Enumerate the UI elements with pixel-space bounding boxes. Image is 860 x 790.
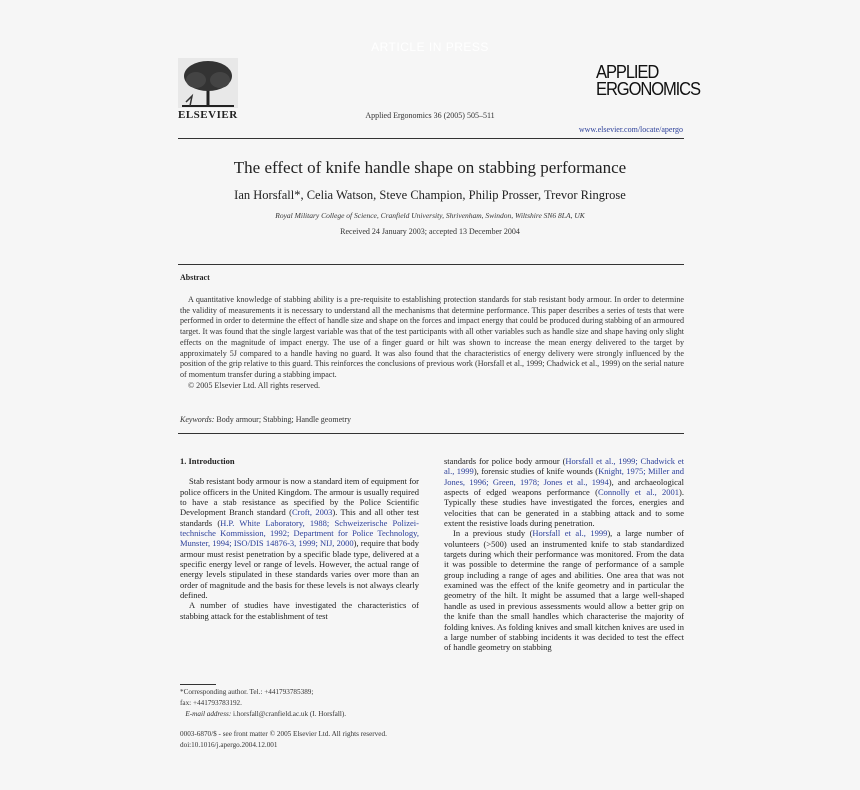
footnote-line-2: fax: +441793783192.: [180, 699, 242, 707]
text-run: ), and archaeological aspects of edged weapons performance (: [444, 476, 684, 498]
abstract-text: A quantitative knowledge of stabbing ability is a pre-requisite to establishing protection standards for stab resistant body armour. In order to determine the validity of measurements it is necessary to understand all the mechanisms that determine performance. This paper describes a series of tests that were performed in order to determine the effect of handle size and shape on the forces and impact energy that could be produced during stabbing of an armoured target. It was found that the single largest variable was that of the test participants with all other variables such as handle size and shape having only slight effects on the magnitude of impact energy. The use of a finger guard or hilt was shown to increase the mean energy delivered to the target by approximately 5J compared to a handle having no guard. It was also found that the characteristics of energy delivery were strongly influenced by the position of the grip relative to this guard. This reinforces the conclusions of previous work (Horsfall et al., 1999; Chadwick et al., 1999) on the serial nature of momentum transfer during a stabbing impact.: [180, 295, 684, 379]
journal-logo: [596, 62, 700, 99]
abstract-top-divider: [178, 264, 684, 265]
footnote-divider: [180, 684, 216, 685]
keywords-value: Body armour; Stabbing; Handle geometry: [216, 415, 352, 424]
author-affiliation: Royal Military College of Science, Cranfield University, Shrivenham, Swindon, Wiltshire SN6 8LA, UK: [275, 211, 585, 220]
received-dates: Received 24 January 2003; accepted 13 December 2004: [340, 227, 520, 236]
spacer: [180, 466, 419, 476]
journal-logo-line1: APPLIED: [596, 62, 659, 82]
text-run: Stab resistant body armour is now a standard item of equipment for police officers in the United Kingdom. The armour is usually required to have a stab resistance as specified by the Police Scientific Development Branch standard (: [180, 476, 419, 518]
corresponding-author-footnote: [180, 687, 420, 720]
doi-line[interactable]: doi:10.1016/j.apergo.2004.12.001: [180, 741, 278, 749]
citation-link[interactable]: H.P. White Laboratory, 1988; Schweizerische Polizei-technische Kommission, 1992; Department for Police Technology, Munster, 1994; ISO/DIS 14876-3, 1999; NIJ, 2000: [180, 517, 419, 549]
header-divider: [178, 138, 684, 139]
intro-paragraph-3: [444, 528, 684, 652]
left-column: [180, 456, 419, 621]
text-run: ), a large number of volunteers (>500) used an instrumented knife to stab standardized targets during which their performance was monitored. From the data it was possible to determine the range of performance of a sample group including a range of ages and abilities. One area that was not examined was the effect of the knife geometry and in particular the geometry of the hilt. It might be assumed that a large well-shaped handle as used in previous assessments would allow a better grip on the knife than the small handles which characterise the majority of folding knives. As folding knives and small kitchen knives are used in a large number of stabbing incidents it was decided to test the effect of handle geometry on stabbing: [444, 528, 684, 653]
text-run: ). Typically these studies have investigated the forces, energies and velocities that can be generated in a stabbing attack and to some extent the resistive loads during penetration.: [444, 487, 684, 529]
issn-line: 0003-6870/$ - see front matter © 2005 Elsevier Ltd. All rights reserved.: [180, 730, 387, 738]
right-column: [444, 456, 684, 653]
text-run: ). This and all other test standards (: [180, 507, 419, 528]
publisher-name: ELSEVIER: [178, 109, 238, 121]
text-run: standards for police body armour (: [444, 456, 566, 466]
abstract-body: [180, 295, 684, 391]
text-run: In a previous study (: [453, 528, 533, 539]
intro-paragraph-1: [180, 476, 419, 600]
abstract-heading: Abstract: [180, 273, 210, 282]
journal-citation: Applied Ergonomics 36 (2005) 505–511: [365, 111, 495, 120]
front-matter-info: [180, 729, 440, 751]
email-label: E-mail address:: [185, 710, 232, 718]
article-in-press-watermark: ARTICLE IN PRESS: [371, 40, 489, 54]
intro-paragraph-2: A number of studies have investigated the characteristics of stabbing attack for the establishment of test: [180, 600, 419, 621]
intro-paragraph-2-continued: [444, 456, 684, 528]
citation-link[interactable]: Knight, 1975; Miller and Jones, 1996; Green, 1978; Jones et al., 1994: [444, 466, 684, 487]
citation-link[interactable]: Connolly et al., 2001: [597, 487, 680, 498]
footnote-line-3: [180, 709, 420, 720]
abstract-bottom-divider: [178, 433, 684, 434]
citation-link[interactable]: Horsfall et al., 1999: [532, 528, 608, 539]
section-heading-introduction: 1. Introduction: [180, 456, 235, 466]
keywords-line: [180, 415, 351, 424]
journal-logo-line2: ERGONOMICS: [596, 79, 700, 99]
email-address[interactable]: i.horsfall@cranfield.ac.uk (I. Horsfall).: [233, 710, 347, 718]
text-run: ), forensic studies of knife wounds (: [473, 466, 599, 477]
article-title: The effect of knife handle shape on stabbing performance: [233, 158, 627, 177]
keywords-label: Keywords:: [180, 415, 215, 424]
citation-link[interactable]: Horsfall et al., 1999; Chadwick et al., 1999: [444, 456, 684, 477]
journal-url-link[interactable]: www.elsevier.com/locate/apergo: [578, 125, 683, 134]
footnote-line-1: *Corresponding author. Tel.: +441793785389;: [180, 688, 314, 696]
abstract-copyright: © 2005 Elsevier Ltd. All rights reserved.: [188, 380, 321, 390]
article-authors: Ian Horsfall*, Celia Watson, Steve Champion, Philip Prosser, Trevor Ringrose: [234, 188, 626, 202]
text-run: ), require that body armour must resist penetration by a specific blade type, delivered at a specific energy level or range of levels. However, the actual range of energy levels stipulated in these standards varies over more than an order of magnitude and the basis for these levels is not always clearly defined.: [180, 538, 419, 601]
citation-link[interactable]: Croft, 2003: [291, 507, 333, 518]
